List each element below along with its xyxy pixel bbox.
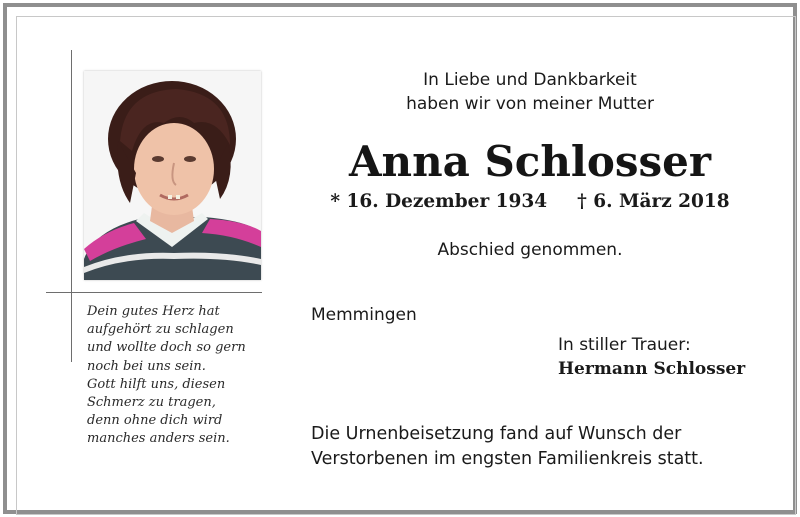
- birth-date: * 16. Dezember 1934: [330, 191, 548, 212]
- horizontal-rule: [46, 292, 262, 293]
- burial-line-2: Verstorbenen im engsten Familienkreis statt.: [311, 449, 704, 469]
- poem-line: aufgehört zu schlagen: [87, 322, 234, 338]
- poem-line: manches anders sein.: [87, 431, 230, 447]
- portrait-photo: [84, 71, 261, 280]
- intro-line-1: In Liebe und Dankbarkeit: [423, 70, 637, 90]
- poem-line: und wollte doch so gern: [87, 340, 246, 356]
- deceased-name: Anna Schlosser: [348, 137, 712, 186]
- poem-line: denn ohne dich wird: [87, 413, 223, 429]
- farewell-text: Abschied genommen.: [437, 240, 623, 260]
- intro-text: [330, 68, 730, 116]
- poem-line: Dein gutes Herz hat: [87, 304, 220, 319]
- poem: [87, 303, 277, 449]
- poem-line: noch bei uns sein.: [87, 358, 206, 374]
- burial-notice: [311, 422, 704, 472]
- life-dates: [330, 190, 730, 214]
- death-date: † 6. März 2018: [577, 191, 730, 212]
- mourner-name: Hermann Schlosser: [558, 359, 746, 379]
- intro-line-2: haben wir von meiner Mutter: [406, 94, 654, 114]
- mourning-label: In stiller Trauer:: [558, 335, 691, 355]
- poem-line: Gott hilft uns, diesen: [87, 376, 226, 392]
- vertical-rule: [71, 50, 72, 362]
- poem-line: Schmerz zu tragen,: [87, 395, 216, 411]
- burial-line-1: Die Urnenbeisetzung fand auf Wunsch der: [311, 424, 682, 444]
- place-name: Memmingen: [311, 305, 417, 325]
